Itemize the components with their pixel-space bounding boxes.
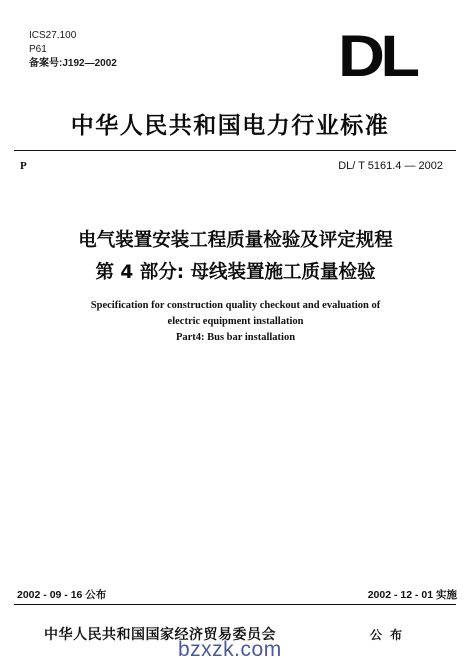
publisher-name: 中华人民共和国国家经济贸易委员会 [44,627,276,643]
standard-title: 中华人民共和国电力行业标准 [70,113,390,139]
effective-date: 2002 - 12 - 01 实施 [367,589,457,601]
bottom-divider [14,604,456,605]
issue-date: 2002 - 09 - 16 公布 [17,589,107,601]
site-watermark: bzxzk.com [178,638,282,661]
class-code: P61 [29,44,47,55]
title-cn-line2: 第 4 部分: 母线装置施工质量检验 [95,262,376,283]
dl-logo: DL [338,24,416,89]
ics-info-block [29,29,117,71]
title-en-line2: electric equipment installation [167,316,304,327]
title-cn-line1: 电气装置安装工程质量检验及评定规程 [78,230,393,251]
classification-letter: P [20,160,27,172]
title-en-line3: Part4: Bus bar installation [175,332,296,343]
record-number: 备案号:J192—2002 [29,58,117,69]
top-divider [14,150,456,151]
standard-number: DL/ T 5161.4 — 2002 [338,160,443,172]
ics-code: ICS27.100 [29,30,77,41]
publish-label: 公布 [370,628,411,642]
title-en-line1: Specification for construction quality checkout and evaluation of [90,300,381,311]
